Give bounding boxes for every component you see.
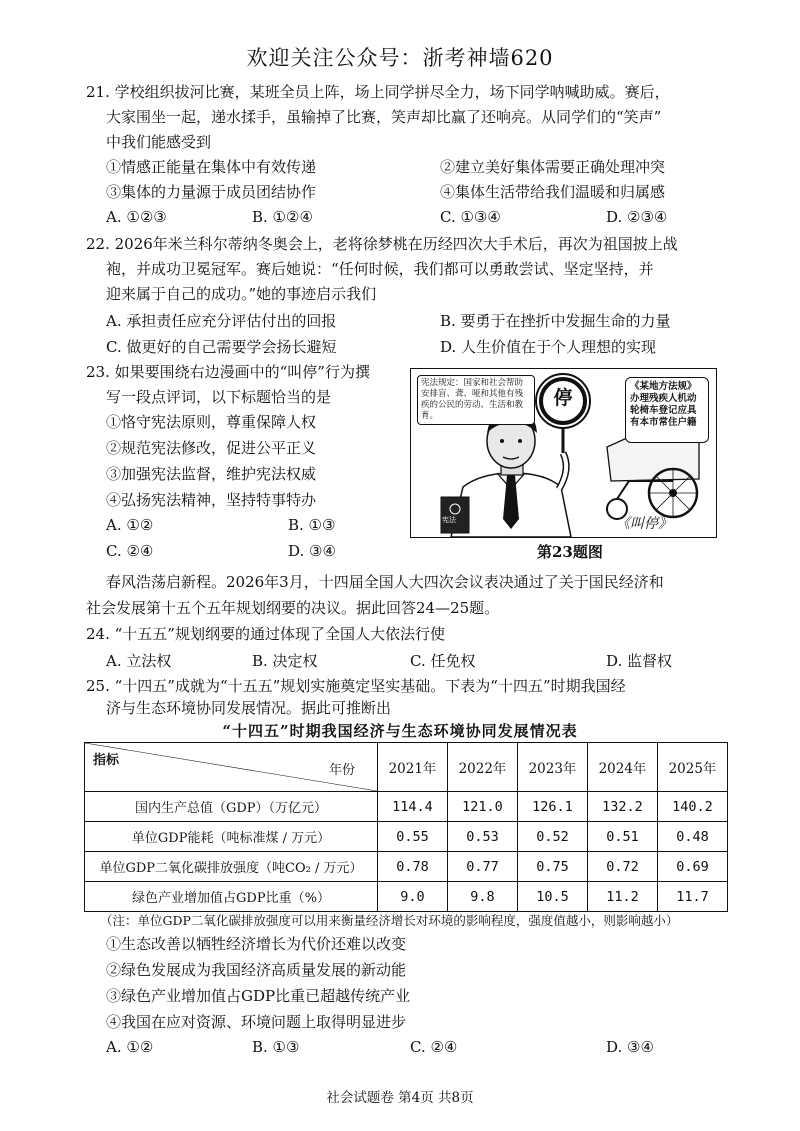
table-cell: 10.5 [518,882,588,912]
row-label: 绿色产业增加值占GDP比重（%） [85,882,378,912]
table-cell: 0.53 [448,822,518,852]
q22-option-d: D. 人生价值在于个人理想的实现 [440,338,657,356]
q21-item-1: ①情感正能量在集体中有效传递 [106,158,317,176]
q21-line1: 21. 学校组织拔河比赛，某班全员上阵，场上同学拼尽全力，场下同学呐喊助威。赛后， [86,83,670,101]
page-footer: 社会试题卷 第4页 共8页 [326,1090,474,1106]
q21-line2: 大家围坐一起，递水揉手，虽输掉了比赛，笑声却比赢了还响亮。从同学们的“笑声” [106,108,662,126]
year-2022: 2022年 [448,743,518,792]
local-regulation-scroll: 《某地方法规》办理残疾人机动轮椅车登记应具有本市常住户籍 [625,377,709,443]
q22-option-b: B. 要勇于在挫折中发掘生命的力量 [440,312,671,330]
row-label: 国内生产总值（GDP）（万亿元） [85,792,378,822]
table-row [85,822,728,852]
constitution-speech-bubble: 宪法规定：国家和社会帮助安排盲、聋、哑和其他有残疾的公民的劳动、生活和教育。 [417,375,535,425]
table-cell: 0.78 [378,852,448,882]
q23-line1: 23. 如果要围绕右边漫画中的“叫停”行为撰 [86,363,370,381]
table-cell: 11.7 [658,882,728,912]
table-cell: 0.69 [658,852,728,882]
q25-option-d: D. ③④ [606,1038,654,1056]
q22-option-a: A. 承担责任应充分评估付出的回报 [106,312,337,330]
development-table [84,742,728,912]
page-header: 欢迎关注公众号：浙考神墙620 [246,46,554,70]
intro-line1: 春风浩荡启新程。2026年3月，十四届全国人大四次会议表决通过了关于国民经济和 [106,573,664,591]
q25-option-b: B. ①③ [252,1038,300,1056]
table-row [85,792,728,822]
year-2023: 2023年 [518,743,588,792]
table-cell: 0.48 [658,822,728,852]
year-header: 年份 [328,763,355,778]
intro-line2: 社会发展第十五个五年规划纲要的决议。据此回答24—25题。 [86,599,500,617]
q24-stem: 24. “十五五”规划纲要的通过体现了全国人大依法行使 [86,625,445,643]
cartoon-figure [410,368,717,538]
q21-option-d: D. ②③④ [606,208,668,226]
indicator-header: 指标 [93,753,120,768]
table-note: （注：单位GDP二氧化碳排放强度可以用来衡量经济增长对环境的影响程度，强度值越小，则影响越小） [100,913,679,928]
figure-23-caption: 第23题图 [537,543,603,561]
q25-item-1: ①生态改善以牺牲经济增长为代价还难以改变 [106,935,407,953]
q22-line1: 22. 2026年米兰科尔蒂纳冬奥会上，老将徐梦桃在历经四次大手术后，再次为祖国披上战 [86,235,678,253]
table-cell: 126.1 [518,792,588,822]
table-cell: 9.0 [378,882,448,912]
q23-option-a: A. ①② [106,516,154,534]
table-cell: 132.2 [588,792,658,822]
q25-line1: 25. “十四五”成就为“十五五”规划实施奠定坚实基础。下表为“十四五”时期我国经 [86,677,626,695]
table-cell: 121.0 [448,792,518,822]
q21-line3: 中我们能感受到 [106,133,212,151]
q25-item-3: ③绿色产业增加值占GDP比重已超越传统产业 [106,987,411,1005]
table-cell: 0.51 [588,822,658,852]
table-corner-cell [85,743,378,792]
q21-item-2: ②建立美好集体需要正确处理冲突 [440,158,666,176]
q22-line2: 袍，并成功卫冕冠军。赛后她说：“任何时候，我们都可以勇敢尝试、坚定坚持，并 [106,260,654,278]
q23-item-4: ④弘扬宪法精神，坚持特事特办 [106,491,317,509]
q24-option-b: B. 决定权 [252,652,318,670]
table-cell: 140.2 [658,792,728,822]
table-cell: 0.75 [518,852,588,882]
q23-line2: 写一段点评词，以下标题恰当的是 [106,388,332,406]
q23-option-b: B. ①③ [288,516,336,534]
q23-option-d: D. ③④ [288,542,336,560]
q25-item-2: ②绿色发展成为我国经济高质量发展的新动能 [106,961,407,979]
table-cell: 0.55 [378,822,448,852]
q25-item-4: ④我国在应对资源、环境问题上取得明显进步 [106,1013,407,1031]
table-cell: 9.8 [448,882,518,912]
year-2025: 2025年 [658,743,728,792]
q23-item-3: ③加强宪法监督，维护宪法权威 [106,465,317,483]
table-header-row [85,743,728,792]
constitution-book-label: 宪法 [442,516,456,524]
q24-option-d: D. 监督权 [606,652,673,670]
row-label: 单位GDP能耗（吨标准煤 / 万元） [85,822,378,852]
table-cell: 114.4 [378,792,448,822]
q24-option-c: C. 任免权 [410,652,476,670]
q22-option-c: C. 做更好的自己需要学会扬长避短 [106,338,337,356]
year-2021: 2021年 [378,743,448,792]
table-cell: 0.72 [588,852,658,882]
table-cell: 11.2 [588,882,658,912]
table-cell: 0.52 [518,822,588,852]
q21-item-4: ④集体生活带给我们温暖和归属感 [440,183,666,201]
table-title: “十四五”时期我国经济与生态环境协同发展情况表 [222,722,578,740]
q21-option-b: B. ①②④ [252,208,313,226]
stop-sign-label: 停 [553,387,573,409]
q25-option-a: A. ①② [106,1038,154,1056]
q24-option-a: A. 立法权 [106,652,172,670]
cartoon-title: 《叫停》 [616,516,672,532]
table-cell: 0.77 [448,852,518,882]
q21-option-c: C. ①③④ [440,208,501,226]
q22-line3: 迎来属于自己的成功。”她的事迹启示我们 [106,285,377,303]
q25-option-c: C. ②④ [410,1038,458,1056]
q23-item-1: ①恪守宪法原则，尊重保障人权 [106,413,317,431]
row-label: 单位GDP二氧化碳排放强度（吨CO₂ / 万元） [85,852,378,882]
table-row [85,852,728,882]
q21-option-a: A. ①②③ [106,208,167,226]
q23-option-c: C. ②④ [106,542,154,560]
year-2024: 2024年 [588,743,658,792]
q23-item-2: ②规范宪法修改，促进公平正义 [106,439,317,457]
q21-item-3: ③集体的力量源于成员团结协作 [106,183,317,201]
table-row [85,882,728,912]
q25-line2: 济与生态环境协同发展情况。据此可推断出 [106,699,392,717]
